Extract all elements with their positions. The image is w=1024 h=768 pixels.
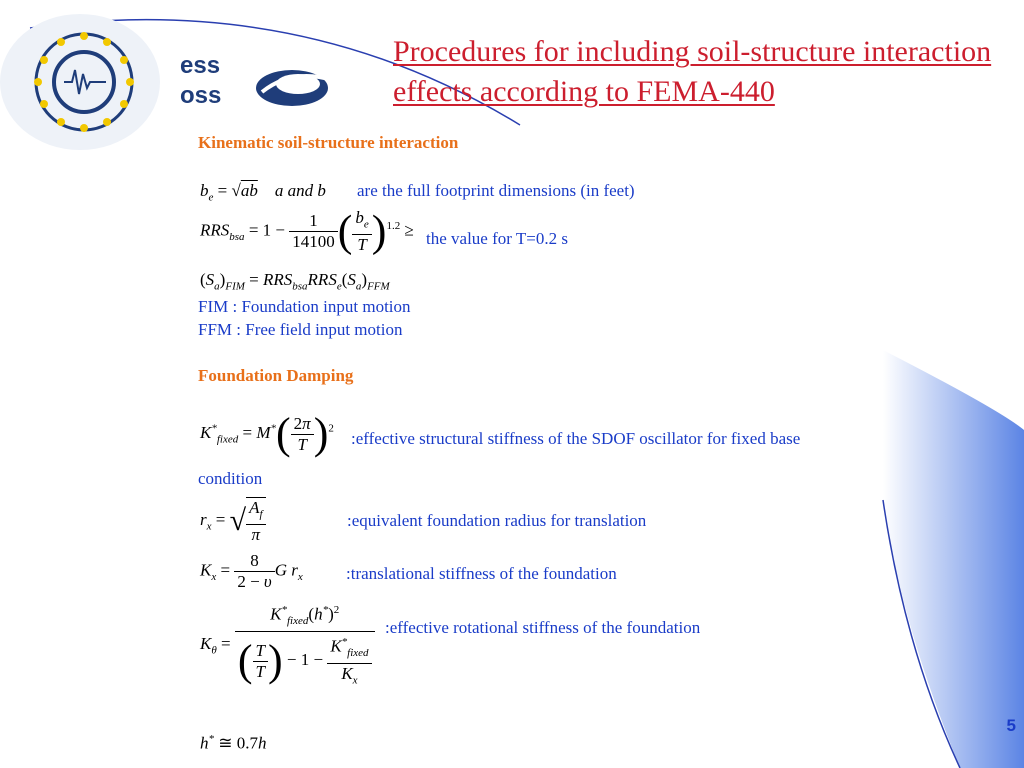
- fp6-logo-icon: [252, 62, 338, 110]
- ffm-definition: FFM : Free field input motion: [198, 320, 403, 339]
- rx-equation: $r_x$ = √ $\frac{A_f}{\pi}$: [200, 497, 266, 545]
- kfixed-description-cont: condition: [198, 469, 263, 488]
- rx-description: :equivalent foundation radius for translation: [347, 511, 647, 530]
- kx-description: :translational stiffness of the foundation: [346, 564, 617, 583]
- kfixed-equation: $K^*_{fixed} = M^*$( $\frac{2\pi}{T}$ )$^2$: [200, 409, 334, 458]
- ktheta-description: :effective rotational stiffness of the foundation: [385, 618, 701, 637]
- rrs-description: the value for T=0.2 s: [426, 229, 568, 248]
- rrs-equation: $RRS_{bsa} = 1$ − $\frac{1}{14100}$ ( $\frac{b_e}{T}$ )$^{1.2}$ ≥: [200, 206, 414, 256]
- eu-stars-logo-icon: [14, 30, 154, 135]
- slide-title: Procedures for including soil-structure interaction effects according to FEMA-440: [393, 35, 992, 108]
- kinematic-heading: Kinematic soil-structure interaction: [198, 133, 459, 152]
- be-equation: $b_e = √ab$ a and b: [200, 181, 326, 204]
- fim-definition: FIM : Foundation input motion: [198, 297, 411, 316]
- hstar-equation: h* ≅ 0.7h: [200, 733, 267, 753]
- be-description: are the full footprint dimensions (in feet): [357, 181, 635, 200]
- page-number: 5: [1006, 716, 1016, 735]
- logo-text-oss: oss: [180, 82, 222, 109]
- damping-heading: Foundation Damping: [198, 366, 354, 385]
- kx-equation: $K_x$ = $\frac{8}{2 - \upsilon}$ G $r_x$: [200, 551, 303, 591]
- sa-fim-equation: $(S_a)_{FIM} = RRS_{bsa}RRS_e(S_a)_{FFM}$: [200, 270, 390, 293]
- ktheta-equation: $K_\theta$ = $K^*_{fixed}(h^*)^2$ ( $\frac{T}{T}$ ) − 1 − $\frac{K^*_{fixed}}{K_x}$: [200, 600, 375, 690]
- logo-text-ess: ess: [180, 52, 221, 79]
- kfixed-description: :effective structural stiffness of the SDOF oscillator for fixed base: [351, 429, 801, 448]
